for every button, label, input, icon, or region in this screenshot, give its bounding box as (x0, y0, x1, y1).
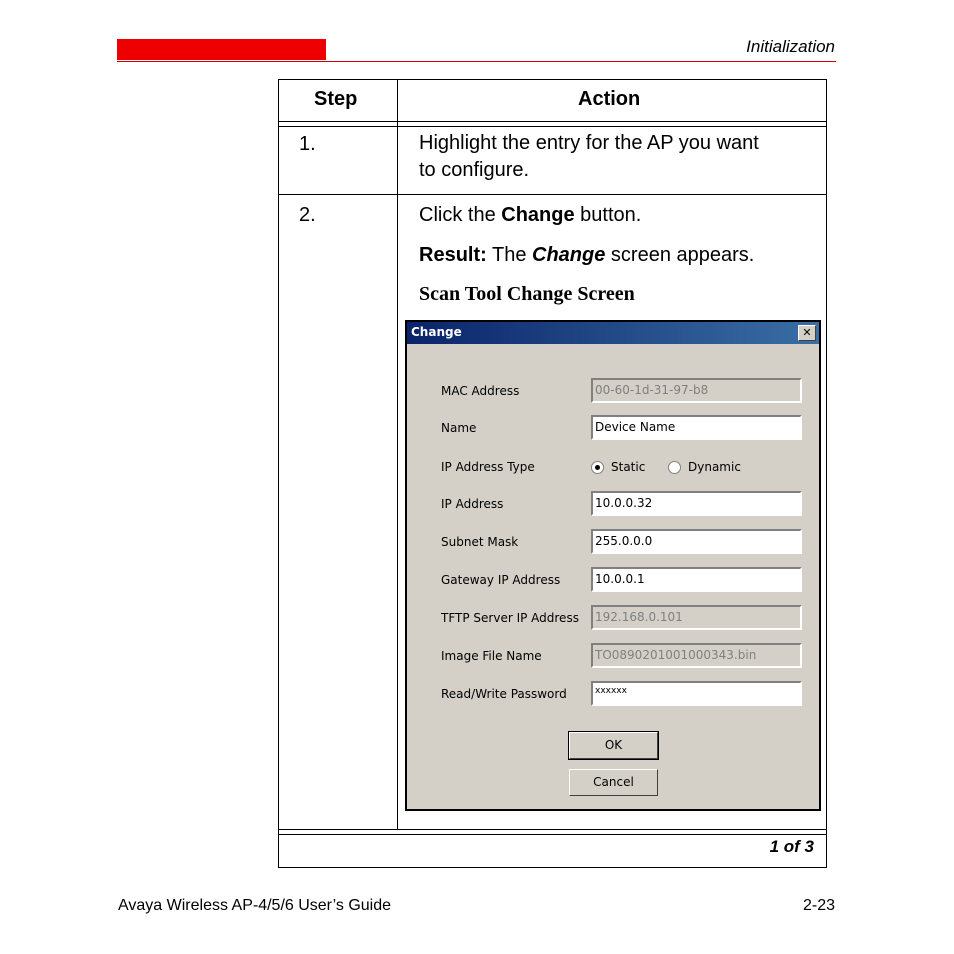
dialog-title: Change (411, 325, 462, 339)
ip-address-type-label: IP Address Type (441, 460, 535, 474)
gateway-ip-field[interactable]: 10.0.0.1 (591, 567, 802, 592)
static-radio[interactable] (591, 461, 604, 474)
step-2-instruction (419, 202, 641, 229)
instruction-prefix: Click the (419, 204, 502, 226)
tftp-server-ip-field: 192.168.0.101 (591, 605, 802, 630)
procedure-table (278, 79, 827, 868)
name-field[interactable]: Device Name (591, 415, 802, 440)
tftp-server-ip-label: TFTP Server IP Address (441, 611, 579, 625)
static-radio-label[interactable]: Static (611, 460, 646, 474)
dialog-titlebar[interactable] (407, 322, 819, 344)
close-icon[interactable]: ✕ (798, 325, 816, 341)
result-suffix: screen appears. (605, 244, 755, 266)
ok-button[interactable]: OK (569, 732, 658, 759)
subnet-mask-field[interactable]: 255.0.0.0 (591, 529, 802, 554)
step-column-header: Step (314, 88, 358, 110)
footer-guide-title: Avaya Wireless AP-4/5/6 User’s Guide (118, 897, 392, 914)
header-red-bar (117, 39, 326, 60)
gateway-ip-label: Gateway IP Address (441, 573, 561, 587)
mac-address-label: MAC Address (441, 384, 520, 398)
action-column-header: Action (578, 88, 641, 110)
header-rule-2 (279, 126, 826, 127)
result-label: Result: (419, 244, 487, 266)
footer-rule-1 (279, 829, 826, 830)
change-button-reference: Change (501, 204, 575, 226)
column-divider (397, 80, 398, 830)
step-number: 2. (299, 204, 316, 226)
radio-selected-dot (595, 465, 600, 470)
dynamic-radio[interactable] (668, 461, 681, 474)
password-field[interactable]: xxxxxx (591, 681, 802, 706)
step-1-line-1: Highlight the entry for the AP you want (419, 132, 759, 154)
footer-rule-2 (279, 834, 826, 835)
image-file-name-label: Image File Name (441, 649, 542, 663)
row-rule (279, 194, 826, 195)
header-rule-1 (279, 121, 826, 122)
step-1-line-2: to configure. (419, 159, 530, 181)
step-1-text (419, 130, 759, 184)
footer-page-number: 2-23 (802, 897, 835, 914)
dynamic-radio-label[interactable]: Dynamic (688, 460, 741, 474)
figure-caption: Scan Tool Change Screen (419, 283, 635, 305)
subnet-mask-label: Subnet Mask (441, 535, 519, 549)
change-dialog (405, 320, 821, 811)
table-page-indicator: 1 of 3 (769, 837, 814, 856)
cancel-button[interactable]: Cancel (569, 769, 658, 796)
ip-address-label: IP Address (441, 497, 504, 511)
step-2-result (419, 242, 754, 269)
result-prefix: The (486, 244, 533, 266)
name-label: Name (441, 421, 477, 435)
instruction-suffix: button. (574, 204, 642, 226)
header-rule (117, 61, 836, 62)
image-file-name-field: TO0890201001000343.bin (591, 643, 802, 668)
password-label: Read/Write Password (441, 687, 567, 701)
ip-address-field[interactable]: 10.0.0.32 (591, 491, 802, 516)
step-number: 1. (299, 133, 316, 155)
section-title: Initialization (746, 37, 835, 56)
change-screen-reference: Change (532, 244, 606, 266)
ip-address-type-radio-group (591, 459, 791, 477)
mac-address-field: 00-60-1d-31-97-b8 (591, 378, 802, 403)
